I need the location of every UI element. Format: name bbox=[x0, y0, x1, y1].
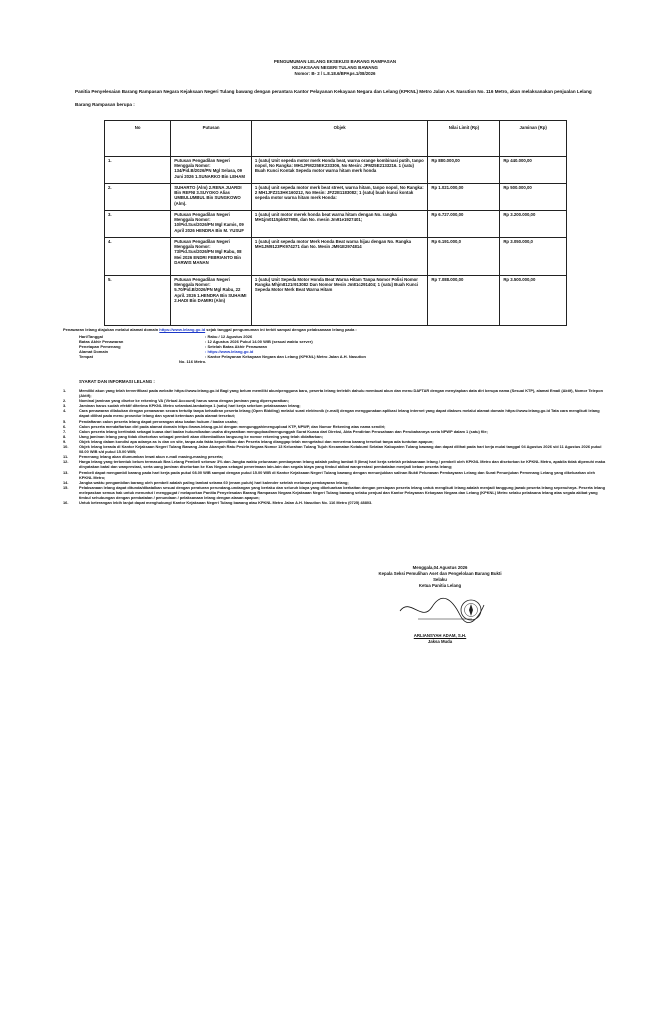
col-header-objek: Objek bbox=[251, 121, 427, 157]
cell-objek: 1 (satu) Unit sepeda motor merk Honda beat, warna orange kombinasi putih, tanpo nopol, No Rangka: MH1JFM225EK233306, No Mesin: JFM25E2133216. 1 (satu) Buah Kunci Kontak Sepeda motor warna hitam merk honda bbox=[251, 157, 427, 184]
submission-pre: Penawaran lelang diajukan melalui alamat domain bbox=[63, 327, 159, 332]
term-text: Nominal jaminan yang disetor ke rekening VA (Virtual Account) harus sama dengan jaminan yang dipersyaratkan; bbox=[79, 398, 289, 404]
cell-no: 5. bbox=[105, 276, 171, 326]
cell-jaminan: Rp 3.200.000,00 bbox=[500, 211, 567, 238]
cell-jaminan: Rp 440.000,00 bbox=[500, 157, 567, 184]
cell-jaminan: Rp 3.050.000,0 bbox=[500, 238, 567, 276]
term-number: 14. bbox=[63, 479, 69, 485]
cell-putusan: Putusan Pengadilan Negeri Menggala Nomor: 73/Pid.Sus/2026/PN Mgl Rabu, 08 Mei 2026 ENDRI FEBRIANTO Bin DARWIS MANAN bbox=[171, 238, 252, 276]
signatory-name: ARLIANSYAH ADAM, S.H. bbox=[413, 633, 467, 638]
signature-selaku: Selaku bbox=[433, 577, 447, 582]
list-item bbox=[63, 388, 608, 398]
term-text: Calon peserta lelang bertindak sebagai kuasa dari badan hukum/badan usaha disyaratkan mengupload/mengunggah Surat Kuasa dari Direksi, Akta Pendirian Perusahaan dan Perubahannya serta NPWP dalam 1 (satu) file; bbox=[79, 428, 488, 434]
schedule-tail: No. 116 Metro. bbox=[179, 359, 207, 364]
schedule-value: : Setelah Batas Akhir Penawaran bbox=[205, 344, 268, 349]
list-item bbox=[63, 408, 608, 418]
term-text: Pembeli dapat mengambil barang pada hari kerja pada pukul 08.00 WIB sampai dengan pukul 15.00 WIB di Kantor Kejaksaan Negeri Tulang bawang dengan menunjukkan salinan Bukti Pelunasan Pembayaran Lelang dan Surat Penunjukan Pemenang Lelang yang dikeluarkan oleh KPKNL Metro; bbox=[79, 469, 596, 480]
term-number: 15. bbox=[63, 484, 69, 490]
cell-nilai-limit: Rp 6.727.000,00 bbox=[428, 211, 500, 238]
term-number: 1. bbox=[63, 388, 67, 393]
cell-nilai-limit: Rp 880.000,00 bbox=[428, 157, 500, 184]
cell-objek: 1 (satu) unit sepeda motor merk beat street, warna hitam, tanpo nopol, No Rangka: 2 MH1JFZ213HK160212, No Mesin: JFZ2E1183082; 1 (satu) buah kunci kontak sepeda motor warna hitam merk Honda: bbox=[251, 184, 427, 211]
col-header-nilai-limit: Nilai Limit (Rp) bbox=[428, 121, 500, 157]
term-number: 10. bbox=[63, 444, 69, 450]
cell-jaminan: Rp 500.000,00 bbox=[500, 184, 567, 211]
cell-putusan: SUHARTO (Alm) 2.RENA JUARDI Bin REFNI 3.SUYOKO Alias UMBULUMBUL Bin SUNGKOWO (Alm). bbox=[171, 184, 252, 211]
terms-title: SYARAT DAN INFORMASI LELANG : bbox=[79, 379, 155, 384]
term-number: 12. bbox=[63, 459, 69, 465]
term-text: Uang jaminan lelang yang tidak disetorkan sebagai pembeli akan dikembalikan langsung ke nomor rekening yang telah didaftarkan; bbox=[79, 433, 323, 439]
term-number: 5. bbox=[63, 418, 67, 424]
schedule-list bbox=[79, 334, 366, 364]
term-number: 11. bbox=[63, 454, 69, 460]
submission-note bbox=[63, 327, 603, 332]
term-text: Objek lelang berada di Kantor Kejaksaan Negeri Tulang Bawang Jalan Abanyah Ratu Pesirla Negara Nomor 13 Kelurahan Tulang Tujuh Kecamatan Kotabumi Selatan Kabupaten Tulang bawang dan dapat dilihat pada hari kerja mulai tanggal 04 Agustus 2026 s/d 11 Agustus 2026 pukul 08.00 WIB s/d pukul 15.00 WIB; bbox=[79, 444, 602, 455]
cell-objek: 1 (satu) unit sepeda motor Merk Honda Beat warna hijau dengan No. Rangka MH1JM9123PK974271 dan No. Mesin JM91E2974814 bbox=[251, 238, 427, 276]
cell-nilai-limit: Rp 6.191.000,0 bbox=[428, 238, 500, 276]
signature-scribble-icon bbox=[360, 589, 520, 633]
term-number: 7. bbox=[63, 428, 67, 434]
term-text: Calon peserta mendaftarkan diri pada alamat domain https://www.lelang.go.id dengan mengunggah/mengupload KTP, NPWP, dan Nomor Rekening atas nama sendiri; bbox=[79, 423, 386, 429]
signature-area bbox=[360, 589, 520, 633]
signature-block bbox=[360, 565, 520, 645]
cell-jaminan: Rp 3.500.000,00 bbox=[500, 276, 567, 326]
list-item bbox=[63, 500, 608, 505]
list-item bbox=[63, 470, 608, 480]
table-row bbox=[105, 184, 567, 211]
term-text: Pelaksanaan lelang dapat ditunda/dibatalkan sesuai dengan peraturan perundang-undangan yang berlaku dan seluruh biaya yang dikeluarkan berkaitan dengan persiapan peserta lelang untuk mengikuti lelang adalah menjadi tanggung jawab peserta lelang sepenuhnya. Peserta lelang melepaskan semua hak untuk menuntut / menggugat / melaporkan Panitia Penyelesaian Barang Rampasan Negara Kejaksaan Negeri Tulang bawang selaku penjual dan Kantor Pelayanan Kekayaan Negara dan Lelang (KPKNL) Metro selaku pelaksana lelang atas segala akibat yang timbul sehubungan dengan pembatalan / penundaan / pelaksanaan lelang dengan alasan apapun; bbox=[79, 484, 606, 500]
cell-nilai-limit: Rp 1.021.000,00 bbox=[428, 184, 500, 211]
term-text: Cara penawaran dilakukan dengan penawaran secara tertutip tanpa kehadiran peserta lelang (Open Bidding) melalui surat elektronik (e-mail) dengan menggunakan aplikasi lelang internet yang dapat diakses melalui alamat domain https://www.lelang.go.id Tata cara mengikuti lelang dapat dilihat pada menu prosedur lelang dan syarat ketentuan pada alamat tersebut; bbox=[79, 408, 600, 419]
table-header-row bbox=[105, 121, 567, 157]
schedule-value: : 12 Agustus 2026 Pukul 14.00 WIB (sesuai waktu server) bbox=[205, 339, 313, 344]
cell-putusan: Putusan Pengadilan Negeri Menggala Nomor: 5.70/Pid.B/2026/PN Mgl Rabu, 22 April. 2026 1.HENDRA Bin SUHAIMI 2.HADI Bin DAMIRI (Alm) bbox=[171, 276, 252, 326]
terms-list bbox=[63, 388, 608, 505]
term-number: 2. bbox=[63, 398, 67, 404]
term-text: Objek lelang dalam kondisi apa adanya as is dan on site, tanpa ada fakta kepemilikan dan Peserta lelang dianggap telah mengetahui dan menerima barang tersebut tanpa ada tuntutan apapun; bbox=[79, 438, 434, 444]
cell-no: 3. bbox=[105, 211, 171, 238]
term-number: 9. bbox=[63, 438, 67, 444]
term-number: 3. bbox=[63, 403, 67, 409]
schedule-key: Tempat bbox=[79, 354, 93, 359]
cell-nilai-limit: Rp 7.088.000,00 bbox=[428, 276, 500, 326]
term-text: Memiliki akun yang telah terverifikasi pada website https://www.lelang.go.id Bagi yang belum memiliki akun/pengguna baru, peserta lelang terlebih dahulu membuat akun dan menu DAFTAR dengan menyiapkan data diri berupa nama (Sesuai KTP), alamat Email (Aktif), Nomor Telepon (Aktif); bbox=[79, 388, 603, 399]
schedule-key: Batas Akhir Penawaran bbox=[79, 339, 124, 344]
signature-role: Ketua Panitia Lelang bbox=[418, 583, 462, 588]
term-text: Untuk keterangan lebih lanjut dapat menghubungi Kantor Kejaksaan Negeri Tulang bawang atau KPKNL Metro Jalan A.H. Nasution No. 116 Metro (0725) 48803. bbox=[79, 500, 373, 506]
list-item bbox=[63, 485, 608, 500]
cell-no: 1. bbox=[105, 157, 171, 184]
official-seal-icon bbox=[460, 599, 482, 621]
header-institution: KEJAKSAAN NEGERI TULANG BAWANG bbox=[292, 65, 378, 70]
cell-putusan: Putusan Pengadilan Negeri Menggala Nomor: 10/Pid.Sus/2026/PN Mgl Kamis, 09 April 2026 HENDRA Bin M. YUSUF bbox=[171, 211, 252, 238]
term-number: 16. bbox=[63, 500, 69, 506]
cell-objek: 1 (satu) Unit Sepeda Motor Honda Beat Warna Hitam Tanpa Nomor Polisi Nomor Rangka Mhjm8121r913082 Dan Nomor Mesin Jm81c291404; 1 (satu) Buah Kunci Sepeda Motor Merk Beat Warna Hitam bbox=[251, 276, 427, 326]
term-text: Pemenang lelang akan diumumkan lewat akun e-mail masing-masing peserta; bbox=[79, 454, 223, 460]
list-item bbox=[63, 459, 608, 469]
schedule-value: : Rabu / 12 Agustus 2026 bbox=[205, 334, 253, 339]
table-row bbox=[105, 157, 567, 184]
submission-post: sejak tanggal pengumuman ini terbit sampai dengan pelaksanaan lelang pada : bbox=[206, 327, 357, 332]
list-item bbox=[63, 444, 608, 454]
schedule-key: Alamat Domain bbox=[79, 349, 109, 354]
term-text: Pendaftaran calon peserta lelang dapat perorangan atau badan hukum / badan usaha; bbox=[79, 418, 238, 424]
cell-putusan: Putusan Pengadilan Negeri Menggala Nomor: 134/Pid.B/2026/PN Mgl Selasa, 09 Juni 2026 1.SUNARKO Bin LEHAM bbox=[171, 157, 252, 184]
intro-paragraph: Panitia Penyelesaian Barang Rampasan Negara Kejaksaan Negeri Tulang bawang dengan perantara Kantor Pelayanan Kekayaan Negara dan Lelang (KPKNL) Metro Jalan A.H. Nasution No. 116 Metro, akan melaksanakan penjualan Lelang Barang Rampasan berupa : bbox=[75, 89, 592, 107]
col-header-putusan: Putusan bbox=[171, 121, 252, 157]
signatory-rank: Jaksa Muda bbox=[427, 639, 453, 644]
col-header-jaminan: Jaminan (Rp) bbox=[500, 121, 567, 157]
term-number: 13. bbox=[63, 469, 69, 475]
term-number: 6. bbox=[63, 423, 67, 429]
schedule-value-link[interactable]: : https://www.lelang.go.id bbox=[205, 349, 254, 354]
col-header-no: No bbox=[105, 121, 171, 157]
table-row bbox=[105, 211, 567, 238]
schedule-key: Hari/Tanggal bbox=[79, 334, 103, 339]
cell-no: 4. bbox=[105, 238, 171, 276]
lelang-domain-link[interactable]: https://www.lelang.go.id bbox=[159, 327, 206, 332]
header-number: Nomor: B- 2 / L.8.18.6/BPAps.1/08/2026 bbox=[294, 71, 376, 76]
table-row bbox=[105, 238, 567, 276]
term-number: 4. bbox=[63, 408, 67, 414]
term-text: Jangka waktu pengambilan barang oleh pembeli adalah paling lambat selama 60 (enam puluh) hari kalender setelah melunasi pembayaran lelang; bbox=[79, 479, 349, 485]
schedule-value: : Kantor Pelayanan Kekayaan Negara dan Lelang (KPKNL) Metro Jalan A.H. Nasution bbox=[205, 354, 366, 359]
auction-lots-table bbox=[104, 120, 567, 326]
term-text: Jaminan harus sudah efektif diterima KPKNL Metro selambat-lambatnya 1 (satu) hari kerja sebelum pelaksanaan lelang; bbox=[79, 403, 301, 409]
schedule-row bbox=[79, 354, 366, 359]
schedule-key: Penetapan Pemenang bbox=[79, 344, 121, 349]
cell-objek: 1 (satu) unit motor merek honda beat warna hitam dengan No. rangka MH1jm0115pk927908, dan No. mesin Jm91e1927401; bbox=[251, 211, 427, 238]
table-row bbox=[105, 276, 567, 326]
header-title: PENGUMUMAN LELANG EKSEKUSI BARANG RAMPASAN bbox=[273, 59, 397, 64]
term-number: 8. bbox=[63, 433, 67, 439]
cell-no: 2. bbox=[105, 184, 171, 211]
signature-place-date: Menggala,04 Agustus 2026 bbox=[412, 565, 468, 570]
signature-position: Kepala Seksi Pemulihan Aset dan Pengelolaan Barang Bukti bbox=[378, 571, 502, 576]
term-text: Harga lelang yang terbentuk belum termasuk Bea Lelang Pembeli sebesar 3% dan Jangka waktu pelunasan pembayaran lelang adalah paling lambat 5 (lima) hari kerja setelah pelaksanaan lelang / pembeli oleh KPKNL Metro dan disetorkan ke KPKNL Metro, apabila tidak dipenuhi maka dinyatakan batal dan wanprestasi, serta uang jaminan disetorkan ke Kas Negara sebagai penerimaan lain-lain dan segala biaya yang timbul akibat wanprestasi pembatalan menjadi beban peserta lelang; bbox=[79, 459, 606, 470]
